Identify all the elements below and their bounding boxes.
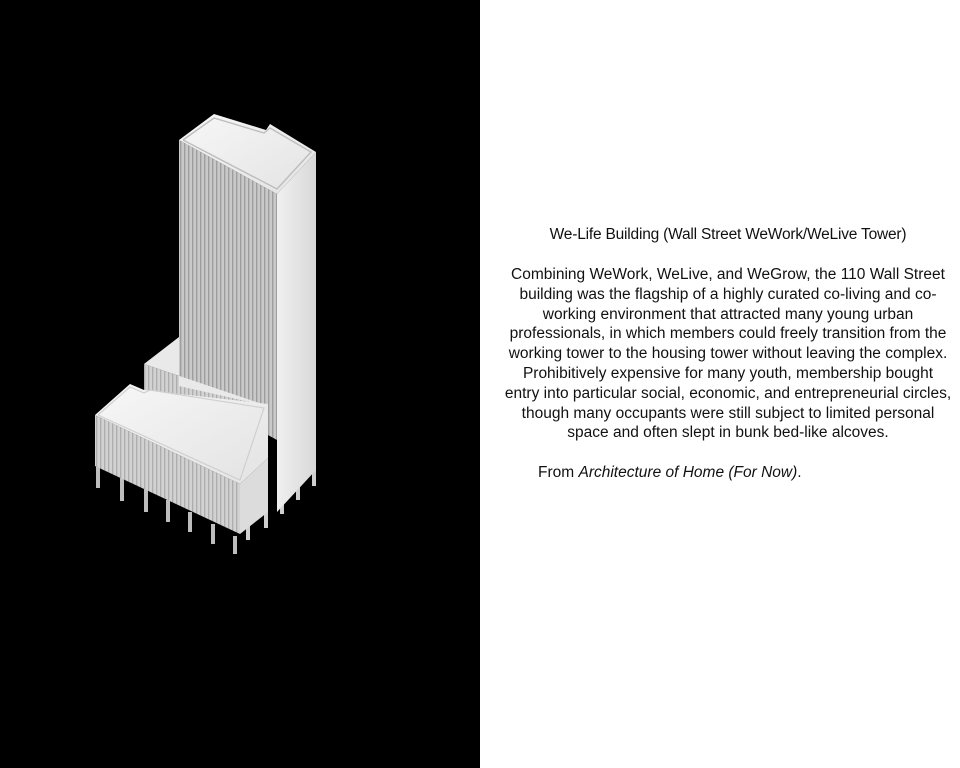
caption-source bbox=[538, 463, 802, 483]
caption-source-prefix: From bbox=[538, 464, 575, 481]
podium-block bbox=[95, 384, 268, 534]
caption-source-title: Architecture of Home (For Now) bbox=[578, 464, 798, 481]
caption-body: Combining WeWork, WeLive, and WeGrow, the 110 Wall Street building was the flagship of a highly curated co-living and co-working environment that attracted many young urban professionals, in which members could freely transition from the working tower to the housing tower without leaving the complex. Prohibitively expensive for many youth, membership bought entry into particular social, economic, and entrepreneurial circles, though many occupants were still subject to limited personal space and often slept in bunk bed-like alcoves. bbox=[504, 266, 952, 442]
caption-panel bbox=[480, 0, 960, 768]
caption-source-suffix: . bbox=[797, 464, 802, 481]
caption-title: We-Life Building (Wall Street WeWork/WeLive Tower) bbox=[549, 226, 907, 243]
